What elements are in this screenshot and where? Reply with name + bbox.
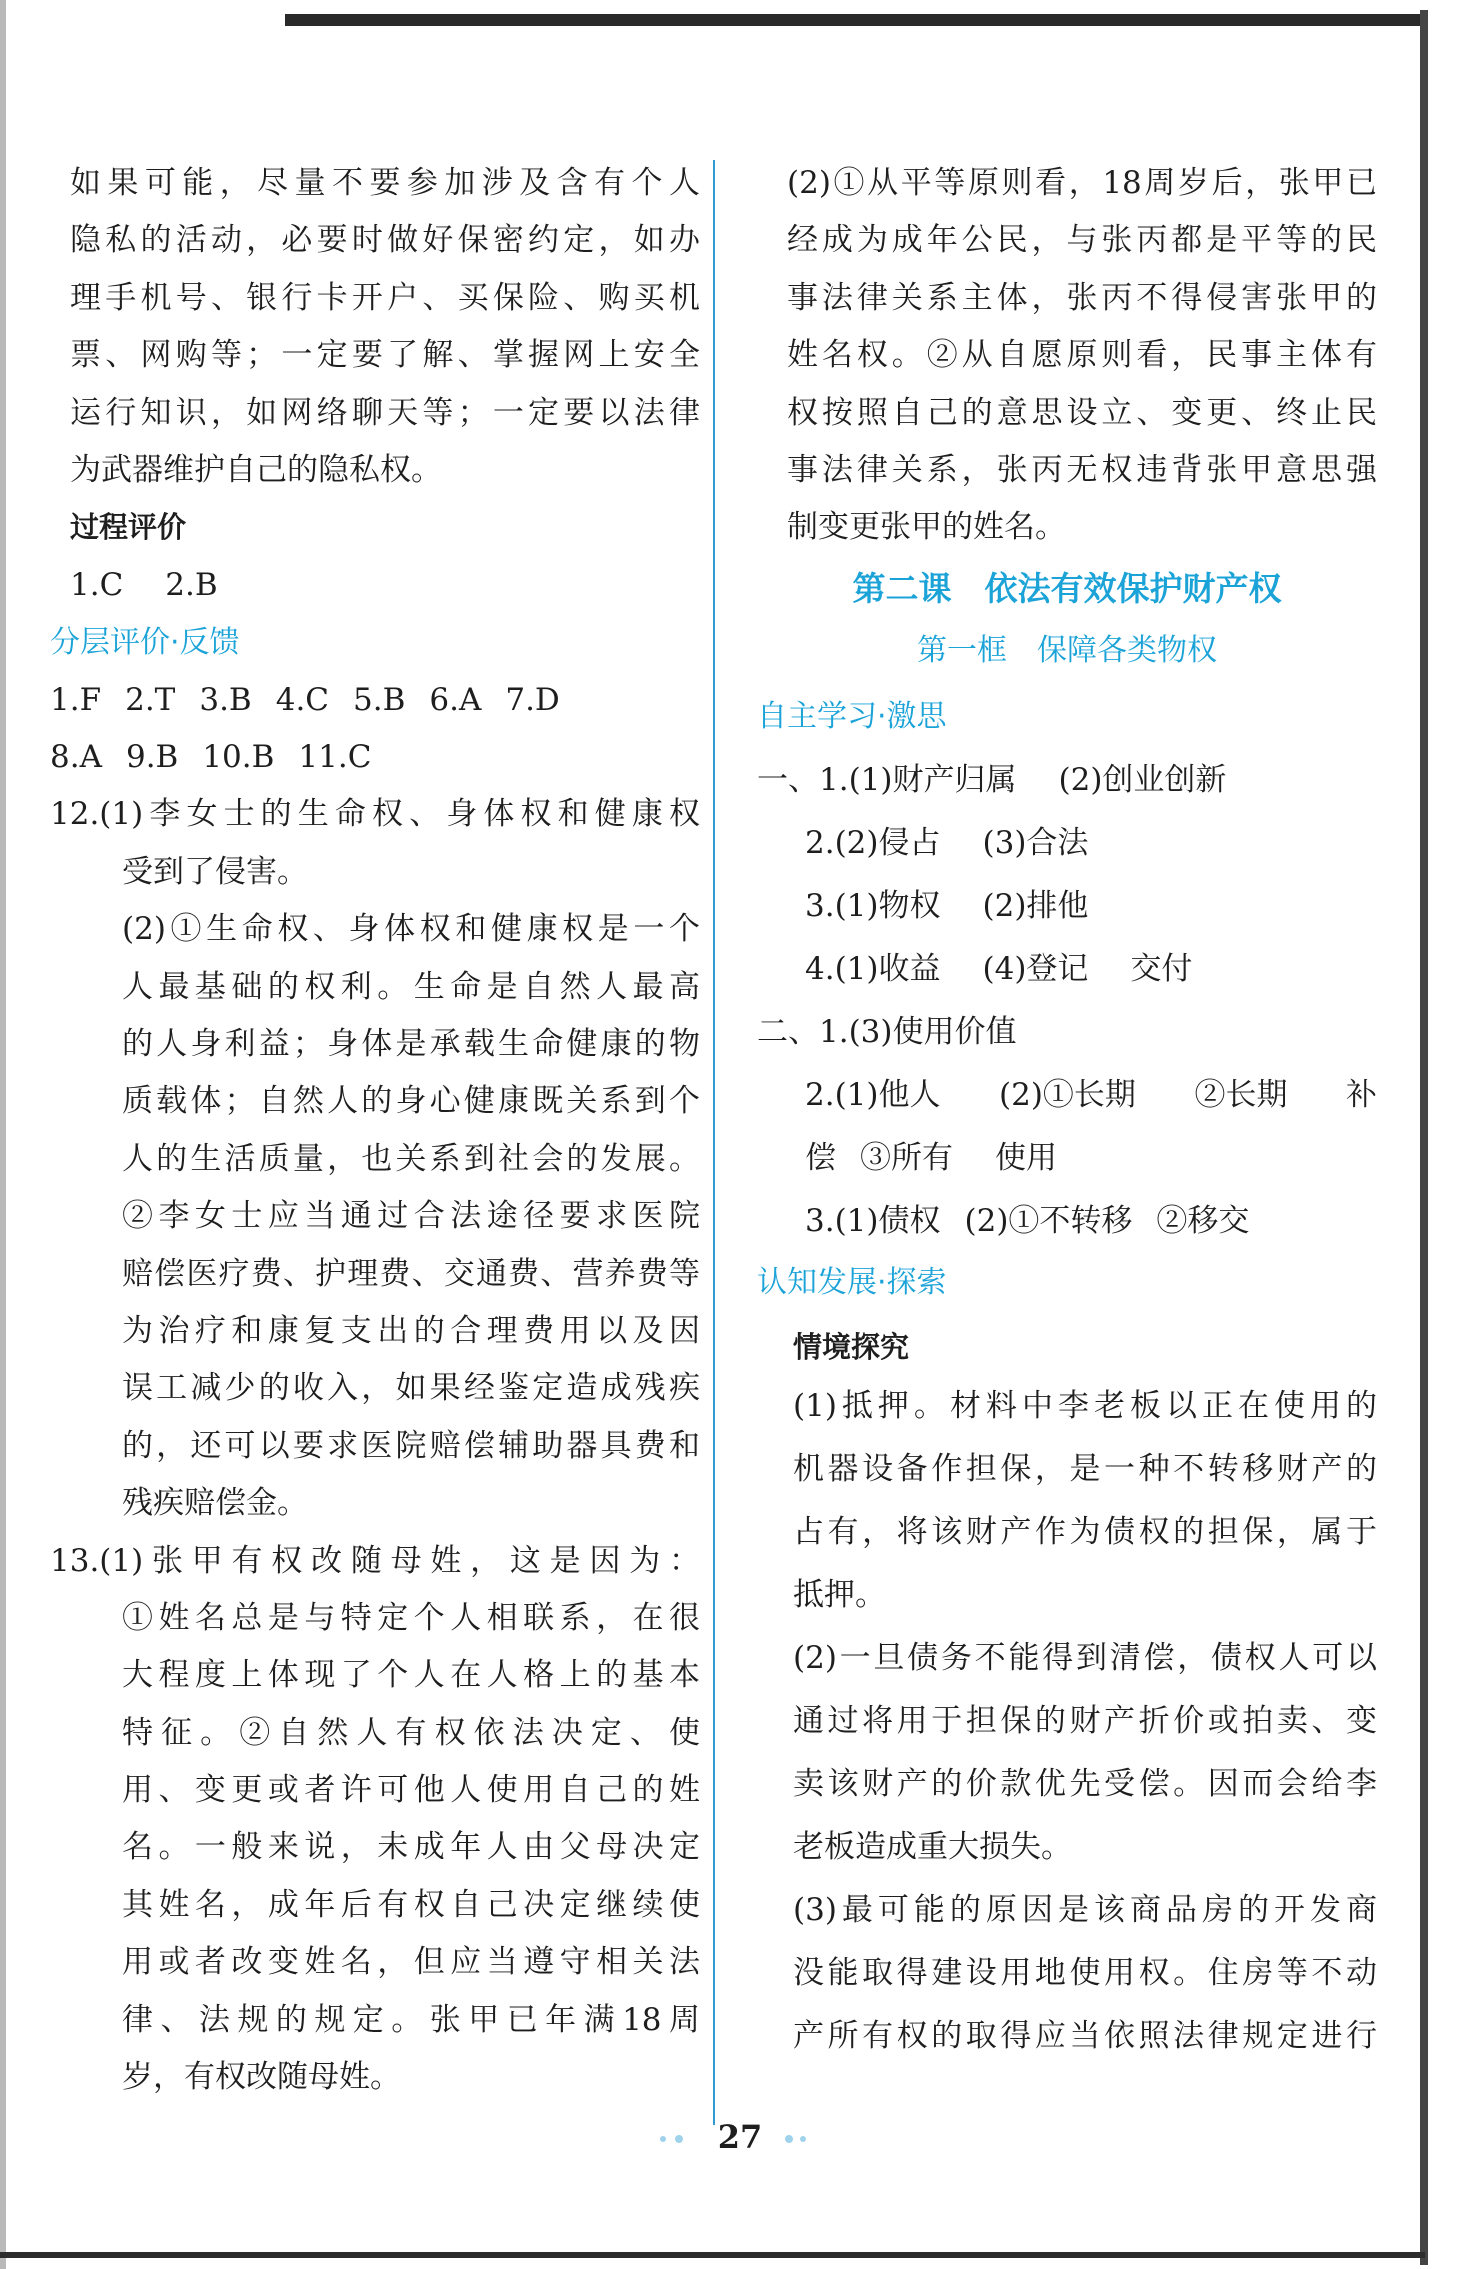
text-line: 人最基础的权利。生命是自然人最高 — [122, 968, 700, 1005]
lesson-title: 第二课 依法有效保护财产权 — [852, 568, 1282, 608]
decor-dot — [785, 2135, 793, 2143]
answer: ②移交 — [1156, 1202, 1250, 1239]
text-line: 老板造成重大损失。 — [793, 1828, 1072, 1865]
answer: (4)登记 — [982, 950, 1089, 987]
text-line: 特征。②自然人有权依法决定、使 — [122, 1714, 700, 1751]
answer: 7.D — [505, 681, 560, 718]
answer: 10.B — [202, 738, 275, 775]
text-line: 制变更张甲的姓名。 — [787, 509, 1066, 546]
text-line: 大程度上体现了个人在人格上的基本 — [122, 1657, 700, 1694]
text-line: (2)①生命权、身体权和健康权是一个 — [122, 911, 700, 948]
text-line: 为治疗和康复支出的合理费用以及因 — [122, 1312, 700, 1349]
study-row — [757, 749, 1377, 812]
answers-row — [50, 672, 700, 729]
answer: 2.(2)侵占 — [805, 824, 941, 861]
text-line: ①姓名总是与特定个人相联系，在很 — [122, 1599, 700, 1636]
scan-edge-top — [285, 14, 1425, 26]
text-line: 事法律关系主体，张丙不得侵害张甲的 — [787, 279, 1377, 316]
text-line: 岁，有权改随母姓。 — [122, 2059, 401, 2096]
question-12: 12.(1)李女士的生命权、身体权和健康权 — [50, 796, 700, 833]
study-row — [757, 1127, 1377, 1190]
answer: 补 — [1345, 1076, 1377, 1113]
text-line: ②李女士应当通过合法途径要求医院 — [122, 1198, 700, 1235]
study-row — [757, 812, 1377, 875]
answer: 1.F — [50, 681, 102, 718]
answer: 4.C — [275, 681, 330, 718]
text-line: 事法律关系，张丙无权违背张甲意思强 — [787, 451, 1377, 488]
text-line: 律、法规的规定。张甲已年满18周 — [122, 2001, 700, 2038]
answer: 6.A — [429, 681, 482, 718]
text-line: 隐私的活动，必要时做好保密约定，如办 — [70, 222, 700, 259]
text-line: 质载体；自然人的身心健康既关系到个 — [122, 1083, 700, 1120]
answer: 1.C — [70, 566, 124, 603]
study-row — [757, 875, 1377, 938]
text-line: 其姓名，成年后有权自己决定继续使 — [122, 1886, 700, 1923]
section-label-self-study: 自主学习·激思 — [757, 698, 947, 734]
text-line: 占有，将该财产作为债权的担保，属于 — [793, 1513, 1377, 1550]
answer: 交付 — [1130, 950, 1193, 987]
answer: 偿 — [805, 1139, 836, 1176]
text-line: 如果可能，尽量不要参加涉及含有个人 — [70, 165, 700, 201]
text-line: 误工减少的收入，如果经鉴定造成残疾 — [122, 1370, 700, 1407]
answer: (2)创业创新 — [1058, 761, 1227, 798]
decor-dot — [660, 2136, 666, 2142]
study-row — [757, 938, 1377, 1001]
decor-dot — [675, 2135, 683, 2143]
answer: 2.B — [165, 566, 218, 603]
scenario-heading: 情境探究 — [793, 1329, 910, 1364]
text-line: 没能取得建设用地使用权。住房等不动 — [793, 1954, 1377, 1991]
answer: 一、1.(1)财产归属 — [757, 761, 1017, 798]
answer: ③所有 — [860, 1139, 953, 1176]
text-line: 票、网购等；一定要了解、掌握网上安全 — [70, 337, 700, 374]
text-line: 理手机号、银行卡开户、买保险、购买机 — [70, 279, 700, 316]
text-line: 经成为成年公民，与张丙都是平等的民 — [787, 222, 1377, 259]
text-line: 产所有权的取得应当依照法律规定进行 — [793, 2017, 1377, 2054]
text-line: 的人身利益；身体是承载生命健康的物 — [122, 1025, 700, 1062]
answers-row — [50, 729, 700, 786]
text-line: 赔偿医疗费、护理费、交通费、营养费等 — [122, 1255, 700, 1292]
text-line: 卖该财产的价款优先受偿。因而会给李 — [793, 1765, 1377, 1802]
column-divider — [713, 160, 715, 2125]
study-row — [757, 1001, 1377, 1064]
answer: 9.B — [125, 738, 179, 775]
answer: 3.(1)债权 — [805, 1202, 941, 1239]
text-line: 用或者改变姓名，但应当遵守相关法 — [122, 1944, 700, 1981]
decor-dot — [800, 2136, 806, 2142]
scan-edge-bottom — [0, 2252, 1425, 2258]
text-line: (2)①从平等原则看，18周岁后，张甲已 — [787, 165, 1377, 201]
text-line: 的，还可以要求医院赔偿辅助器具费和 — [122, 1427, 700, 1464]
text-line: 受到了侵害。 — [122, 853, 308, 890]
text-line: 权按照自己的意思设立、变更、终止民 — [787, 394, 1377, 431]
question-13: 13.(1)张甲有权改随母姓，这是因为： — [50, 1542, 700, 1579]
section-label-feedback: 分层评价·反馈 — [50, 625, 240, 661]
process-answers — [70, 557, 700, 614]
scan-edge-right — [1420, 10, 1428, 2265]
answer: 11.C — [298, 738, 372, 775]
answer: (2)①不转移 — [964, 1202, 1133, 1239]
text-line: 通过将用于担保的财产折价或拍卖、变 — [793, 1702, 1377, 1739]
answer: 2.(1)他人 — [805, 1076, 941, 1113]
scenario-text — [757, 1375, 1377, 2068]
text-line: 人的生活质量，也关系到社会的发展。 — [122, 1140, 700, 1177]
left-column — [50, 155, 700, 2106]
text-line: 残疾赔偿金。 — [122, 1485, 308, 1522]
answer: (3)合法 — [982, 824, 1089, 861]
answer: 8.A — [50, 738, 102, 775]
answer: 3.(1)物权 — [805, 887, 941, 924]
text-line: (2)一旦债务不能得到清偿，债权人可以 — [793, 1639, 1377, 1676]
answer: 3.B — [199, 681, 252, 718]
answer: 使用 — [995, 1139, 1057, 1176]
section-label-explore: 认知发展·探索 — [757, 1264, 947, 1300]
answer: (2)①长期 — [999, 1076, 1136, 1113]
frame-title: 第一框 保障各类物权 — [917, 632, 1217, 668]
right-column — [757, 155, 1377, 2068]
answer: (2)排他 — [982, 887, 1089, 924]
answer: 5.B — [353, 681, 406, 718]
text-line: 名。一般来说，未成年人由父母决定 — [122, 1829, 700, 1866]
text-line: 为武器维护自己的隐私权。 — [70, 451, 442, 488]
scan-edge-left — [0, 0, 6, 2269]
study-row — [757, 1190, 1377, 1253]
text-line: (3)最可能的原因是该商品房的开发商 — [793, 1891, 1377, 1928]
text-line: 运行知识，如网络聊天等；一定要以法律 — [70, 394, 700, 431]
process-heading: 过程评价 — [70, 510, 187, 545]
study-row — [757, 1064, 1377, 1127]
answer: 二、1.(3)使用价值 — [757, 1013, 1017, 1050]
answer: ②长期 — [1194, 1076, 1288, 1113]
text-line: (1)抵押。材料中李老板以正在使用的 — [793, 1387, 1377, 1424]
text-line: 抵押。 — [793, 1576, 886, 1613]
text-line: 机器设备作担保，是一种不转移财产的 — [793, 1450, 1377, 1487]
text-line: 用、变更或者许可他人使用自己的姓 — [122, 1772, 700, 1809]
answer: 2.T — [125, 681, 176, 718]
answer: 4.(1)收益 — [805, 950, 941, 987]
page-number: 27 — [717, 2118, 763, 2156]
text-line: 姓名权。②从自愿原则看，民事主体有 — [787, 337, 1377, 374]
